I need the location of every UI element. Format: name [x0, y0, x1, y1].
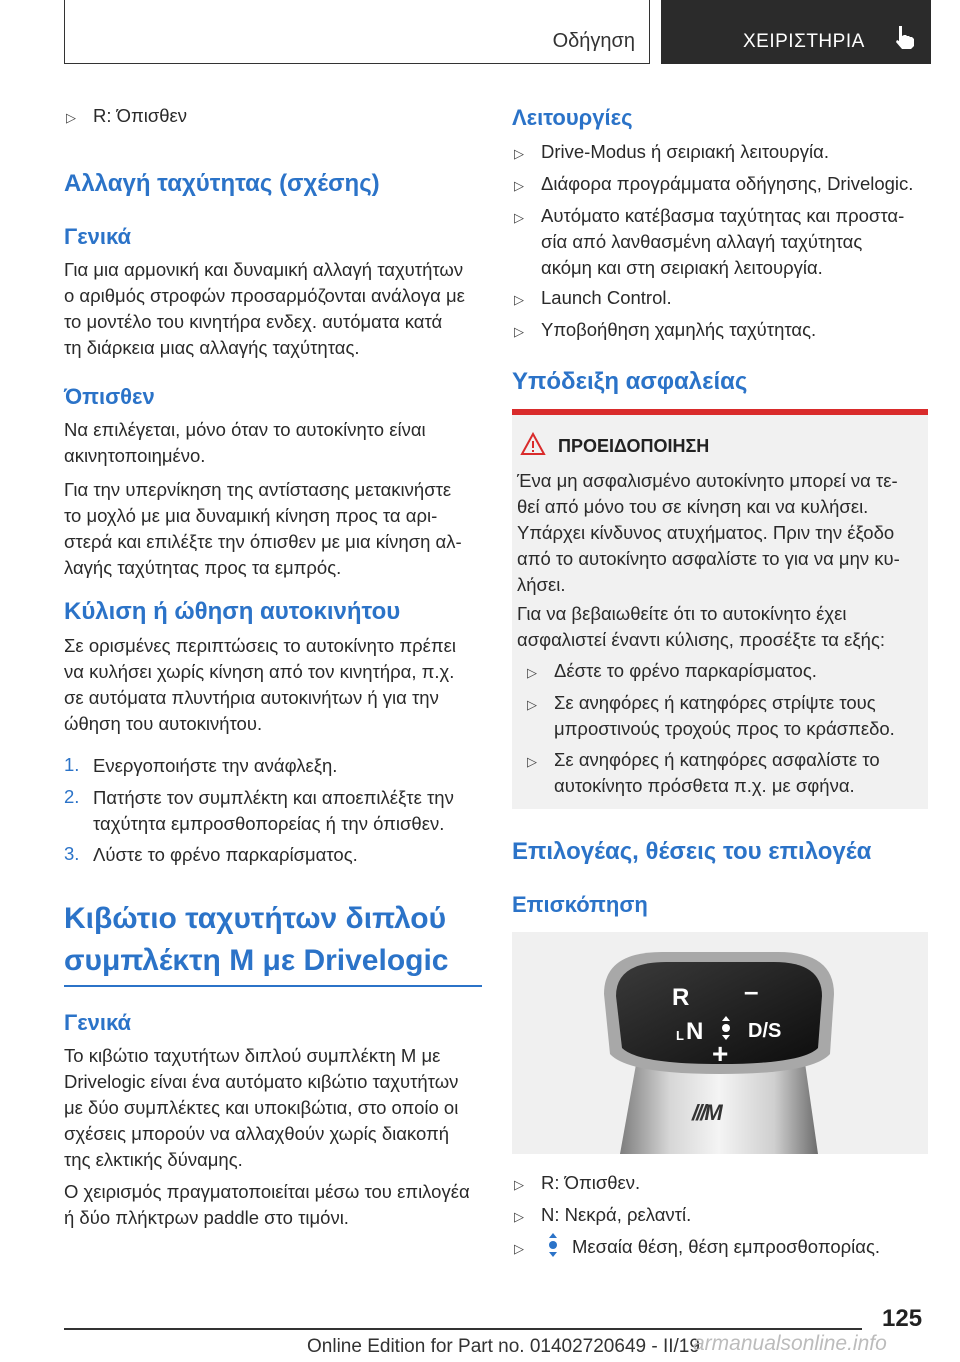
heading-functions: Λειτουργίες: [512, 105, 633, 130]
general-line: τη διάρκεια μιας αλλαγής ταχύτητας.: [64, 337, 360, 358]
label-n: N: [686, 1018, 704, 1045]
bullet-triangle-icon: ▷: [514, 1241, 524, 1256]
warning-line: από το αυτοκίνητο ασφαλίστε το για να μην κυ-: [517, 548, 900, 569]
step-number: 1.: [64, 754, 80, 775]
header-section-box: [64, 0, 650, 64]
m-logo: ///M: [692, 1100, 721, 1125]
heading-reverse: Όπισθεν: [64, 384, 155, 409]
heading-selector: Επιλογέας, θέσεις του επιλογέα: [512, 838, 872, 865]
step-text: Ενεργοποιήστε την ανάφλεξη.: [93, 755, 338, 776]
chapter-label: ΧΕΙΡΙΣΤΗΡΙΑ: [743, 31, 865, 52]
label-ds: D/S: [748, 1020, 782, 1042]
pointing-hand-icon: [893, 24, 917, 50]
function-item: ακόμη και στη σειριακή λειτουργία.: [541, 257, 823, 278]
gear-selector-knob-image: [512, 932, 928, 1154]
bullet-triangle-icon: ▷: [514, 1177, 524, 1192]
footer-edition: Online Edition for Part no. 01402720649 - II/19: [307, 1336, 700, 1357]
bullet-triangle-icon: ▷: [527, 754, 537, 769]
section-title: Οδήγηση: [552, 30, 635, 52]
rolling-line: Σε ορισμένες περιπτώσεις το αυτοκίνητο πρέπει: [64, 635, 457, 656]
reverse-line: λαγής ταχύτητας προς τα εμπρός.: [64, 557, 342, 578]
dct-line: ή δύο πλήκτρων paddle στο τιμόνι.: [64, 1207, 349, 1228]
dct-line: της ελκτικής δύναμης.: [64, 1149, 243, 1170]
warning-line: Υπάρχει κίνδυνος ατυχήματος. Πριν την έξοδο: [517, 522, 895, 543]
dct-line: σχέσεις μπορούν να αλλαχθούν χωρίς διακοπή: [64, 1123, 450, 1144]
warning-line: Για να βεβαιωθείτε ότι το αυτοκίνητο έχει: [517, 603, 847, 624]
reverse-line: Για την υπερνίκηση της αντίστασης μετακινήστε: [64, 479, 452, 500]
warning-line: θεί από μόνο του σε κίνηση και να κυλήσει.: [517, 496, 869, 517]
warning-line: Ένα μη ασφαλισμένο αυτοκίνητο μπορεί να τε-: [517, 470, 898, 491]
position-item: N: Νεκρά, ρελαντί.: [541, 1204, 692, 1225]
label-plus: +: [712, 1038, 729, 1069]
rolling-line: σε αυτόματα πλυντήρια αυτοκινήτων ή για την: [64, 687, 439, 708]
step-number: 3.: [64, 843, 80, 864]
reverse-line: στερά και επιλέξτε την όπισθεν με μια κίνηση αλ-: [64, 531, 462, 552]
bullet-triangle-icon: ▷: [66, 110, 76, 125]
step-text: ταχύτητα εμπροσθοπορείας ή την όπισθεν.: [93, 813, 445, 834]
warning-title: ΠΡΟΕΙΔΟΠΟΙΗΣΗ: [558, 436, 710, 456]
heading-gear-change: Αλλαγή ταχύτητας (σχέσης): [64, 170, 380, 197]
heading-dct: Κιβώτιο ταχυτήτων διπλού: [64, 902, 447, 935]
bullet-triangle-icon: ▷: [514, 146, 524, 161]
function-item: Launch Control.: [541, 287, 672, 308]
label-l: L: [676, 1028, 684, 1043]
bullet-triangle-icon: ▷: [527, 665, 537, 680]
heading-overview: Επισκόπηση: [512, 892, 648, 917]
warning-bullet: Σε ανηφόρες ή κατηφόρες στρίψτε τους: [554, 692, 876, 713]
reverse-line: Να επιλέγεται, μόνο όταν το αυτοκίνητο είναι: [64, 419, 426, 440]
warning-bullet: Δέστε το φρένο παρκαρίσματος.: [554, 660, 817, 681]
heading-rolling: Κύλιση ή ώθηση αυτοκινήτου: [64, 598, 401, 625]
heading-general-2: Γενικά: [64, 1010, 132, 1035]
general-line: το μοντέλο του κινητήρα ενδεχ. αυτόματα κατά: [64, 311, 443, 332]
warning-line: ασφαλιστεί έναντι κύλισης, προσέξτε τα εξής:: [517, 629, 885, 650]
position-item: R: Όπισθεν.: [541, 1172, 641, 1193]
function-item: Drive-Modus ή σειριακή λειτουργία.: [541, 141, 829, 162]
warning-bullet: Σε ανηφόρες ή κατηφόρες ασφαλίστε το: [554, 749, 880, 770]
label-r: R: [672, 984, 690, 1011]
bullet-reverse: R: Όπισθεν: [93, 105, 188, 126]
center-position-icon: [716, 1016, 736, 1040]
footer-rule: [64, 1328, 862, 1330]
dct-line: Drivelogic είναι ένα αυτόματο κιβώτιο ταχυτήτων: [64, 1071, 459, 1092]
dct-line: Ο χειρισμός πραγματοποιείται μέσω του επιλογέα: [64, 1181, 470, 1202]
bullet-triangle-icon: ▷: [514, 210, 524, 225]
warning-bullet: αυτοκίνητο πρόσθετα π.χ. με σφήνα.: [554, 775, 855, 796]
watermark: armanualsonline.info: [693, 1332, 887, 1355]
rolling-line: να κυλήσει χωρίς κίνηση από τον κινητήρα, π.χ.: [64, 661, 455, 682]
bullet-triangle-icon: ▷: [514, 178, 524, 193]
warning-line: λήσει.: [517, 574, 566, 595]
function-item: Αυτόματο κατέβασμα ταχύτητας και προστα-: [541, 205, 905, 226]
rolling-line: ώθηση του αυτοκινήτου.: [64, 713, 263, 734]
center-position-icon: [543, 1233, 563, 1257]
dct-line: με δύο συμπλέκτες και υποκιβώτια, στο οποίο οι: [64, 1097, 459, 1118]
step-text: Λύστε το φρένο παρκαρίσματος.: [93, 844, 358, 865]
dct-line: Το κιβώτιο ταχυτήτων διπλού συμπλέκτη M με: [64, 1045, 441, 1066]
step-text: Πατήστε τον συμπλέκτη και αποεπιλέξτε την: [93, 787, 454, 808]
function-item: Διάφορα προγράμματα οδήγησης, Drivelogic.: [541, 173, 914, 194]
warning-bullet: μπροστινούς τροχούς προς το κράσπεδο.: [554, 718, 895, 739]
position-item: Μεσαία θέση, θέση εμπροσθοπορίας.: [572, 1236, 881, 1257]
heading-dct: συμπλέκτη M με Drivelogic: [64, 944, 449, 977]
reverse-line: το μοχλό με μια δυναμική κίνηση προς τα αρι-: [64, 505, 438, 526]
heading-general: Γενικά: [64, 224, 132, 249]
function-item: Υποβοήθηση χαμηλής ταχύτητας.: [541, 319, 817, 340]
general-line: ο αριθμός στροφών προσαρμόζονται ανάλογα με: [64, 285, 465, 306]
heading-rule: [64, 985, 482, 987]
bullet-triangle-icon: ▷: [514, 292, 524, 307]
bullet-triangle-icon: ▷: [514, 324, 524, 339]
bullet-triangle-icon: ▷: [514, 1209, 524, 1224]
general-line: Για μια αρμονική και δυναμική αλλαγή ταχυτήτων: [64, 259, 464, 280]
function-item: σία από λανθασμένη αλλαγή ταχύτητας: [541, 231, 863, 252]
page-number: 125: [882, 1305, 923, 1332]
label-minus: –: [744, 976, 759, 1006]
reverse-line: ακινητοποιημένο.: [64, 445, 206, 466]
warning-triangle-icon: [520, 432, 546, 456]
bullet-triangle-icon: ▷: [527, 697, 537, 712]
chapter-tab[interactable]: [661, 0, 931, 64]
heading-safety: Υπόδειξη ασφαλείας: [512, 368, 748, 395]
step-number: 2.: [64, 786, 80, 807]
